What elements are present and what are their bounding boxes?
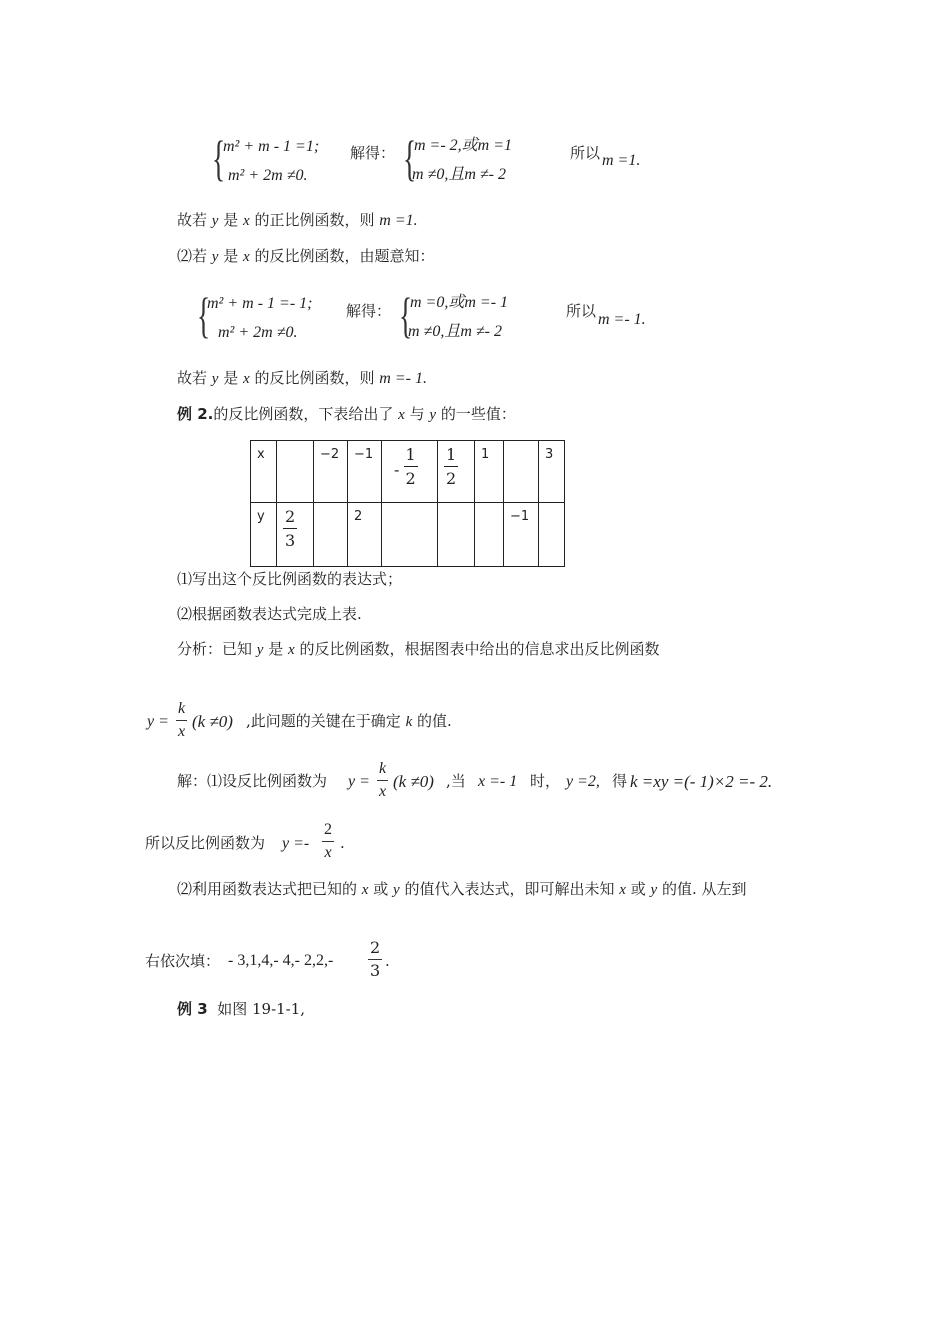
table-cell: −1: [348, 441, 382, 503]
solve-label: 解得：: [346, 302, 392, 320]
analysis-line: 分析：已知 y 是 x 的反比例函数，根据图表中给出的信息求出反比例函数: [177, 640, 660, 658]
solution-line-1: m =0,或m =- 1: [410, 294, 509, 311]
period: .: [385, 952, 390, 970]
fraction: $\frac{2}{3}$: [285, 507, 296, 550]
solution1-conclusion: 所以反比例函数为: [145, 834, 266, 852]
fraction: $\frac{1}{2}$: [446, 445, 457, 488]
fraction: 2 x: [324, 821, 332, 861]
table-row: [251, 503, 565, 567]
table-cell: 2: [348, 503, 382, 567]
solution2-line2: 右依次填：: [145, 952, 221, 970]
solution1-lead: 解：⑴设反比例函数为: [177, 772, 328, 790]
solution2-line: ⑵利用函数表达式把已知的 x 或 y 的值代入表达式，即可解出未知 x 或 y 的值. 从左到: [177, 880, 747, 898]
solution1-when: ,当: [446, 772, 466, 790]
table-cell: 1: [475, 441, 504, 503]
solution-line-1: m =- 2,或m =1: [414, 137, 513, 154]
table-cell: [438, 441, 475, 503]
formula-tail: ,此问题的关键在于确定 k 的值.: [246, 712, 452, 730]
formula-y: y =: [348, 773, 370, 790]
question-2: ⑵根据函数表达式完成上表.: [177, 605, 362, 623]
solution1-get: 得: [612, 772, 628, 790]
solution-line-2: m ≠0,且m ≠- 2: [408, 323, 503, 340]
table-cell: [277, 441, 314, 503]
formula-y: y =-: [282, 835, 310, 852]
result: m =1.: [602, 152, 641, 169]
system-line-2: m² + 2m ≠0.: [218, 324, 298, 341]
solution1-k: k =xy =(- 1)×2 =- 2.: [630, 772, 773, 791]
solution1-y: y =2,: [566, 773, 600, 790]
system-line-1: m² + m - 1 =- 1;: [207, 295, 313, 312]
table-cell: −2: [314, 441, 348, 503]
table-row: [251, 441, 565, 503]
table-cell: [314, 503, 348, 567]
conclusion-line: 故若 y 是 x 的正比例函数，则 m =1.: [177, 211, 418, 229]
formula-condition: (k ≠0): [393, 772, 434, 791]
therefore-label: 所以: [566, 302, 597, 320]
conclusion-line: 故若 y 是 x 的反比例函数，则 m =- 1.: [177, 369, 427, 387]
fraction: k x: [379, 760, 387, 800]
formula-y: y =: [147, 713, 169, 730]
row-header-x: x: [251, 441, 277, 503]
table-cell: [438, 503, 475, 567]
system-line-2: m² + 2m ≠0.: [228, 167, 308, 184]
solution1-x: x =- 1: [478, 773, 518, 790]
part2-intro: ⑵若 y 是 x 的反比例函数，由题意知：: [177, 247, 435, 265]
row-header-y: y: [251, 503, 277, 567]
solution-line-2: m ≠0,且m ≠- 2: [412, 166, 507, 183]
example3-line: 例 3 如图 19-1-1,: [177, 1000, 306, 1018]
left-brace: {: [403, 130, 417, 186]
example2-intro: 例 2.的反比例函数，下表给出了 x 与 y 的一些值：: [177, 405, 516, 423]
formula-condition: (k ≠0): [192, 712, 233, 731]
values-table: [250, 440, 565, 567]
fraction: $\frac{1}{2}$: [405, 445, 416, 488]
system-line-1: m² + m - 1 =1;: [223, 138, 320, 155]
fraction: k x: [178, 700, 186, 740]
left-brace: {: [212, 130, 226, 186]
table-cell: −1: [504, 503, 539, 567]
solve-label: 解得：: [350, 144, 396, 162]
left-brace: {: [399, 287, 413, 343]
result: m =- 1.: [598, 311, 646, 328]
left-brace: {: [197, 287, 211, 343]
table-cell: [475, 503, 504, 567]
table-cell: [382, 503, 438, 567]
table-cell: [539, 503, 565, 567]
period: .: [340, 834, 345, 852]
therefore-label: 所以: [570, 144, 601, 162]
solution2-values: - 3,1,4,- 4,- 2,2,-: [228, 952, 334, 969]
table-cell: - $\frac{1}{2}$: [382, 441, 438, 503]
fraction: 2 3: [370, 938, 381, 980]
question-1: ⑴写出这个反比例函数的表达式；: [177, 570, 403, 588]
table-cell: 3: [539, 441, 565, 503]
table-cell: [504, 441, 539, 503]
solution1-time: 时，: [530, 772, 561, 790]
table-cell: [277, 503, 314, 567]
